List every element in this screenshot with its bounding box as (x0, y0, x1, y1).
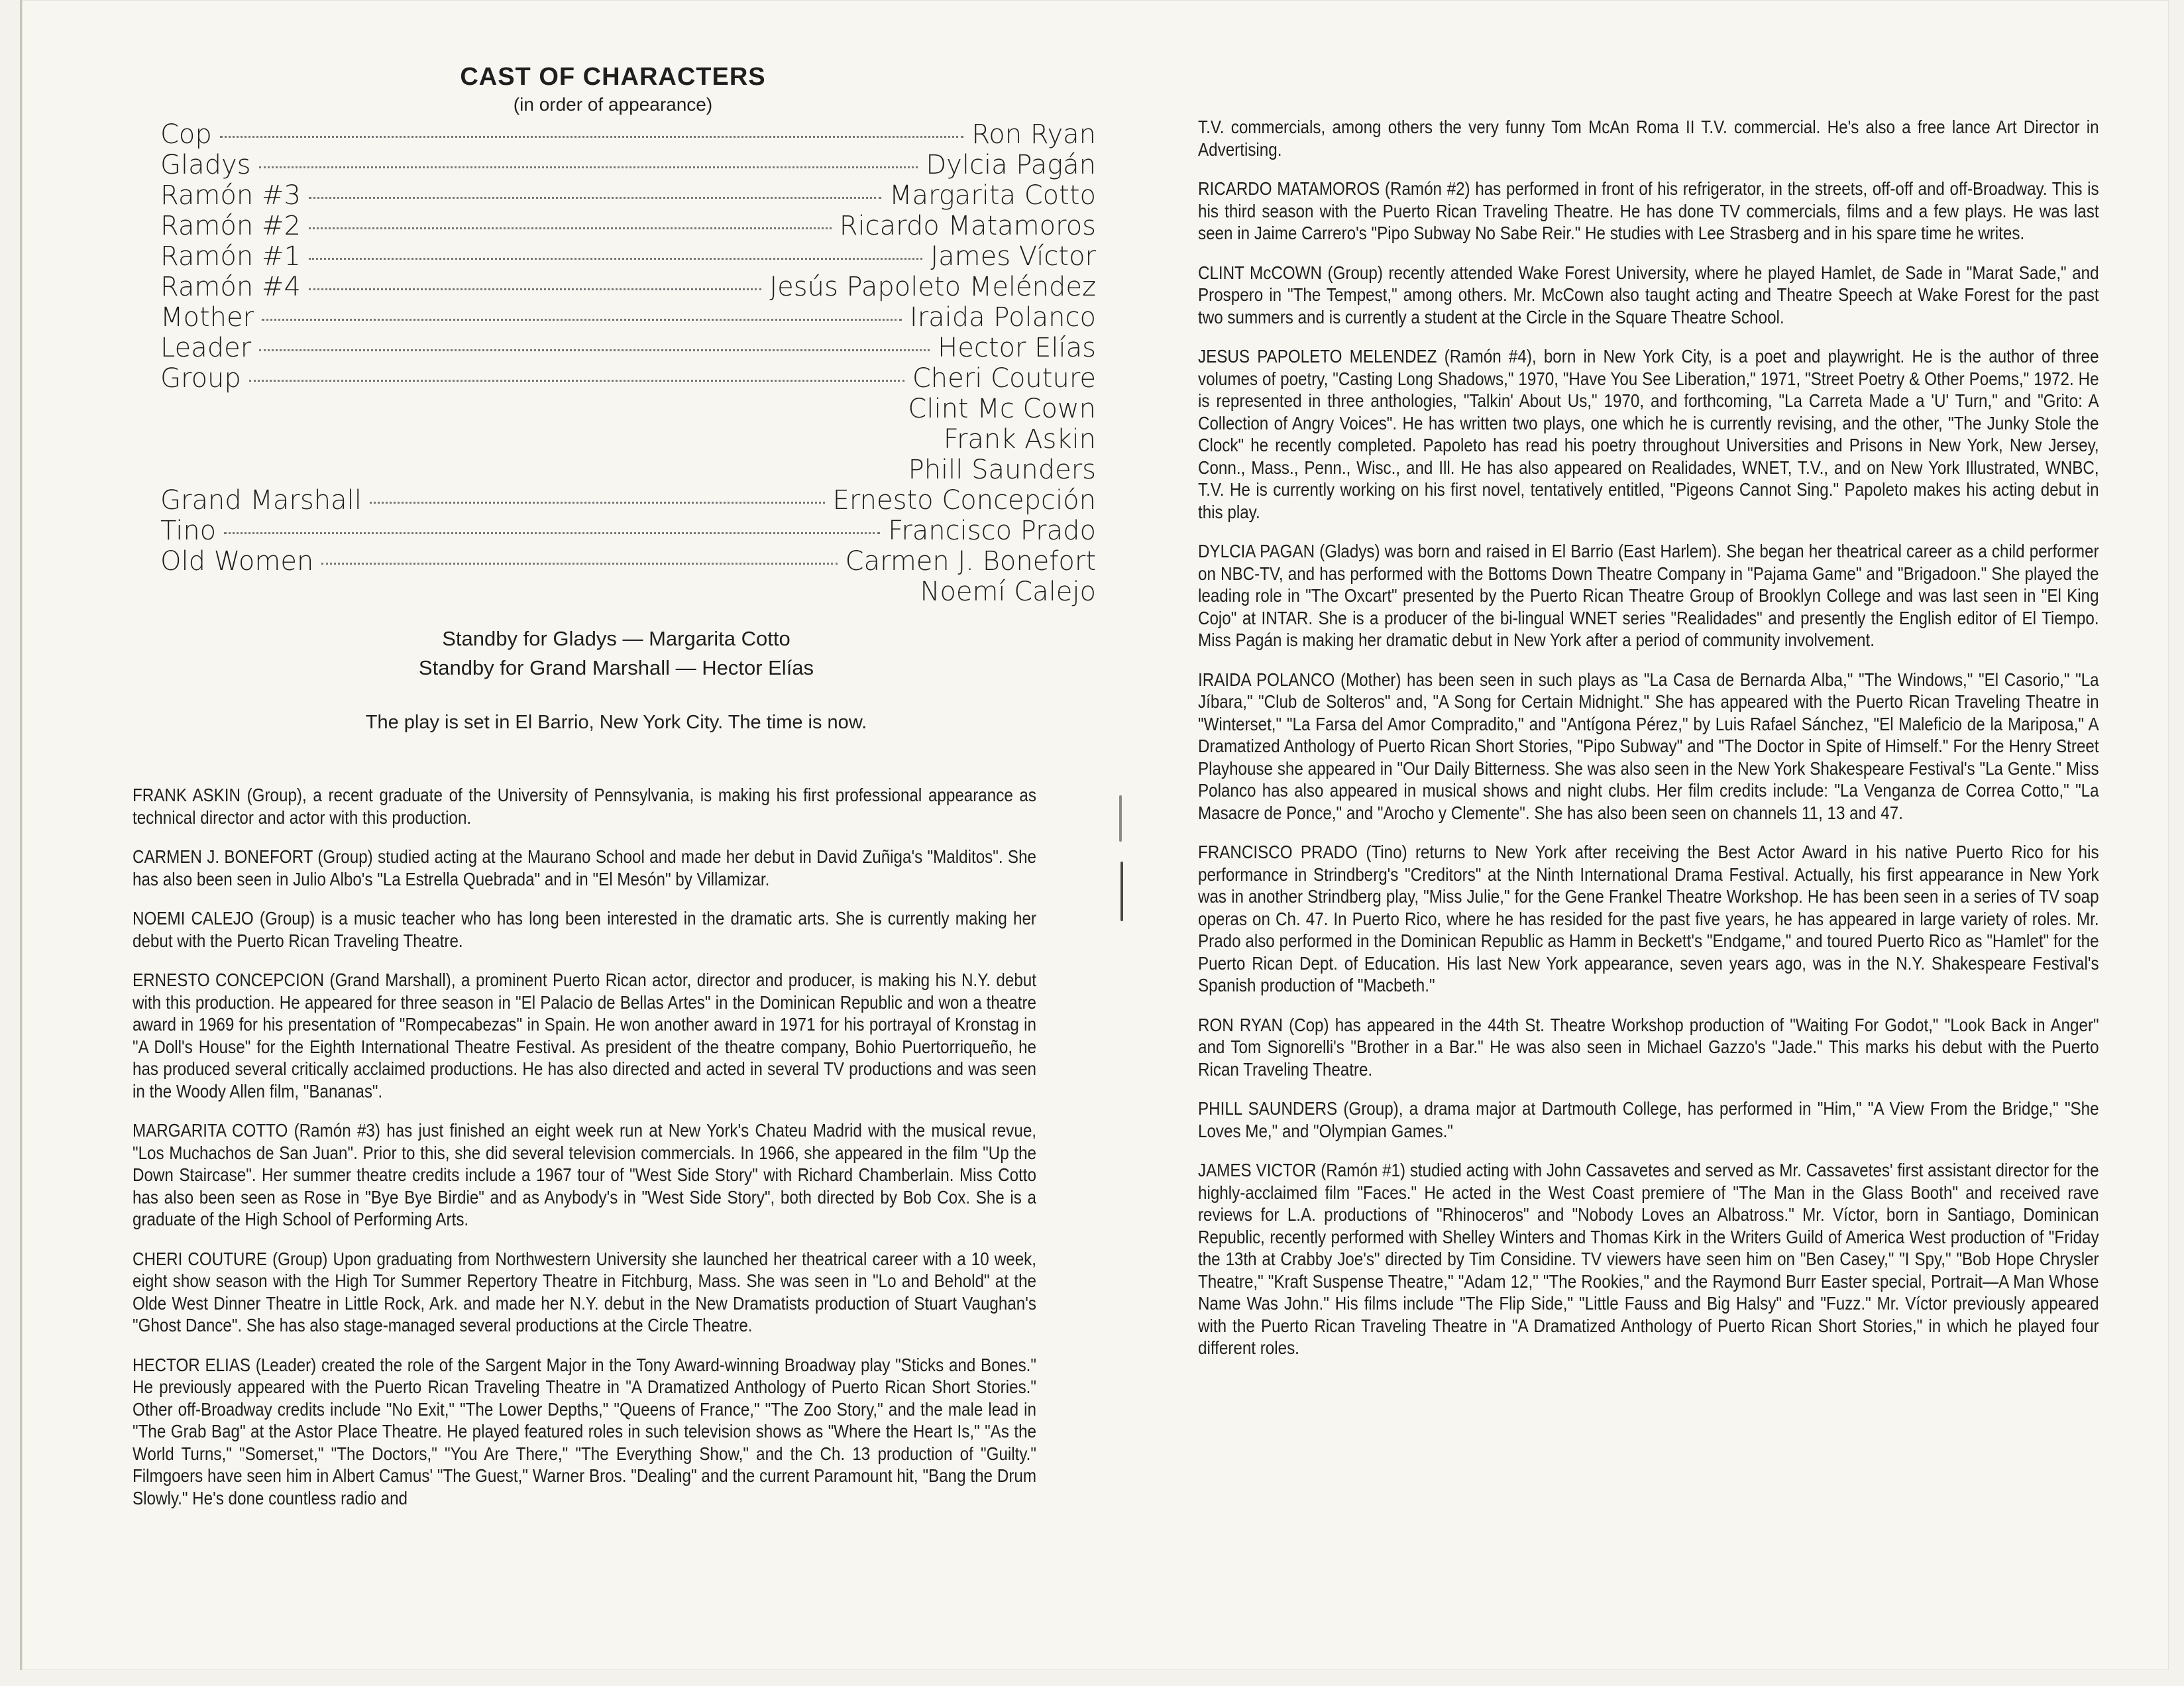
cast-row (160, 394, 1096, 424)
bio-paragraph: T.V. commercials, among others the very funny Tom McAn Roma II T.V. commercial. He's also a free lance Art Director in Advertising. (1198, 117, 2099, 160)
cast-actor: Ricardo Matamoros (839, 211, 1096, 241)
cast-actor: Frank Askin (943, 424, 1096, 455)
cast-row (160, 211, 1096, 241)
cast-role: Old Women (160, 546, 314, 577)
dot-leader (321, 563, 837, 565)
cast-role: Gladys (160, 150, 251, 180)
dot-leader (309, 258, 922, 260)
cast-row (160, 180, 1096, 211)
cast-row (160, 333, 1096, 363)
cast-actor: Phill Saunders (908, 455, 1096, 485)
cast-role: Ramón #4 (160, 272, 301, 302)
cast-title: CAST OF CHARACTERS (460, 63, 766, 91)
cast-subtitle: (in order of appearance) (513, 94, 713, 115)
cast-row (160, 516, 1096, 546)
staple-top (1119, 795, 1122, 842)
cast-row (160, 150, 1096, 180)
cast-actor: Clint Mc Cown (908, 394, 1096, 424)
cast-role: Ramón #2 (160, 211, 301, 241)
cast-row (160, 424, 1096, 455)
bio-paragraph: JESUS PAPOLETO MELENDEZ (Ramón #4), born in New York City, is a poet and playwright. He is the author of three volumes of poetry, "Casting Long Shadows," 1970, "Have You See Liberation," 1971, "Street Poetry & Other Poems," 1972. He is represented in three anthologies, "Talkin' About Us," 1970, and forthcoming, "La Carreta Made a 'U' Turn," and "Grito: A Collection of Angry Voices". He has written two plays, one which he is currently revising, and the other, "The Junky Stole the Clock" he recently completed. Papoleto has read his poetry throughout Universities and Prisons in New York, New Jersey, Conn., Mass., Penn., Wisc., and Ill. He has also appeared on Realidades, WNET, T.V., and on New York Illustrated, WNBC, T.V. He is currently working on his first novel, tentatively entitled, "Pigeons Cannot Sing." Papoleto makes his acting debut in this play. (1198, 346, 2099, 522)
left-column (133, 63, 1096, 1526)
standby-line: Standby for Grand Marshall — Hector Elías (418, 656, 814, 679)
bio-paragraph: CARMEN J. BONEFORT (Group) studied acting at the Maurano School and made her debut in David Zuñiga's "Malditos". She has also been seen in Julio Albo's "La Estrella Quebrada" and in "El Mesón" by Villamizar. (133, 846, 1036, 889)
bio-paragraph: PHILL SAUNDERS (Group), a drama major at Dartmouth College, has performed in "Him," "A View From the Bridge," "She Loves Me," and "Olympian Games." (1198, 1098, 2099, 1141)
right-column (1198, 116, 2099, 1377)
cast-actor: Margarita Cotto (889, 180, 1096, 211)
dot-leader (224, 532, 880, 534)
dot-leader (309, 227, 832, 229)
setting-note: The play is set in El Barrio, New York City. The time is now. (365, 712, 867, 733)
cast-row (160, 119, 1096, 150)
cast-actor: Ron Ryan (971, 119, 1096, 150)
cast-actor: Iraida Polanco (909, 302, 1096, 333)
cast-row (160, 302, 1096, 333)
bio-paragraph: HECTOR ELIAS (Leader) created the role of the Sargent Major in the Tony Award-winning Broadway play "Sticks and Bones." He previously appeared with the Puerto Rican Traveling Theatre in "A Dramatized Anthology of Puerto Rican Short Stories." Other off-Broadway credits include "No Exit," "The Lower Depths," "Queens of France," "The Zoo Story," and the male lead in "The Grab Bag" at the Astor Place Theatre. He played featured roles in such television shows as "Where the Heart Is," "As the World Turns," "Somerset," "The Doctors," "You Are There," "The Everything Show," and the Ch. 13 production of "Guilty." Filmgoers have seen him in Albert Camus' "The Guest," Warner Bros. "Dealing" and the current Paramount hit, "Bang the Drum Slowly." He's done countless radio and (133, 1354, 1036, 1508)
cast-actor: Francisco Prado (888, 516, 1096, 546)
bio-paragraph: RICARDO MATAMOROS (Ramón #2) has performed in front of his refrigerator, in the streets, off-off and off-Broadway. This is his third season with the Puerto Rican Traveling Theatre. He has done TV commercials, films and a few plays. He was last seen in Jaime Carrero's "Pipo Subway No Sabe Reir." He studies with Lee Strasberg and in his spare time he writes. (1198, 178, 2099, 243)
dot-leader (309, 288, 761, 290)
bio-paragraph: CHERI COUTURE (Group) Upon graduating from Northwestern University she launched her theatrical career with a 10 week, eight show season with the High Tor Summer Repertory Theatre in Fitchburg, Mass. She was seen in "Lo and Behold" at the Olde West Dinner Theatre in Little Rock, Ark. and made her N.Y. debut in the New Dramatists production of Stuart Vaughan's "Ghost Dance". She has also stage-managed several productions at the Circle Theatre. (133, 1248, 1036, 1335)
cast-actor: James Víctor (930, 241, 1096, 272)
cast-row (160, 272, 1096, 302)
standby-line: Standby for Gladys — Margarita Cotto (442, 627, 791, 650)
cast-actor: Noemí Calejo (920, 577, 1096, 607)
bio-paragraph: JAMES VICTOR (Ramón #1) studied acting with John Cassavetes and served as Mr. Cassavetes' first assistant director for the highly-acclaimed film "Faces." He acted in the West Coast premiere of "The Man in the Glass Booth" and received rave reviews for L.A. productions of "Rhinoceros" and "Nobody Loves an Albatross." Mr. Víctor, born in Santiago, Dominican Republic, recently performed with Shelley Winters and Thomas Kirk in the Writers Guild of America West production of "Friday the 13th at Crabby Joe's" directed by Tim Considine. TV viewers have seen him on "Ben Casey," "I Spy," "Bob Hope Chrysler Theatre," "Kraft Suspense Theatre," "Adam 12," "The Rookies," and the Raymond Burr Easter special, Portrait—A Man Whose Name Was John." His films include "The Flip Side," "Little Fauss and Big Halsy" and "Fuzz." Mr. Víctor previously appeared with the Puerto Rican Traveling Theatre in "A Dramatized Anthology of Puerto Rican Short Stories," in which he played four different roles. (1198, 1160, 2099, 1358)
bio-paragraph: ERNESTO CONCEPCION (Grand Marshall), a prominent Puerto Rican actor, director and producer, is making his N.Y. debut with this production. He appeared for three season in "El Palacio de Bellas Artes" in the Dominican Republic and won a theatre award in 1969 for his presentation of "Rompecabezas" in Spain. He won another award in 1971 for his portrayal of Kronstag in "A Doll's House" for the Eighth International Theatre Festival. As president of the theatre company, Bohio Puertorriqueño, he has produced several critically acclaimed productions. He has also directed and acted in several TV productions and was seen in the Woody Allen film, "Bananas". (133, 970, 1036, 1101)
cast-actor: Jesús Papoleto Meléndez (769, 272, 1096, 302)
dot-leader (249, 380, 904, 382)
cast-role: Leader (160, 333, 252, 363)
cast-actor: Carmen J. Bonefort (845, 546, 1096, 577)
standby-notes (133, 624, 1100, 683)
cast-role: Cop (160, 119, 212, 150)
cast-role: Mother (160, 302, 254, 333)
cast-role: Ramón #3 (160, 180, 301, 211)
bio-paragraph: DYLCIA PAGAN (Gladys) was born and raised in El Barrio (East Harlem). She began her theatrical career as a child performer on NBC-TV, and has performed with the Bottoms Down Theatre Company in "Pajama Game" and "Brigadoon." She played the leading role in "The Oxcart" presented by the Puerto Rican Theatre Group of Brooklyn College and was last seen in "El King Cojo" at INTAR. She is a producer of the bi-lingual WNET series "Realidades" and presently the English editor of El Tiempo. Miss Pagán is making her dramatic debut in New York after a period of community involvement. (1198, 541, 2099, 650)
cast-actor: Ernesto Concepción (832, 485, 1096, 516)
dot-leader (262, 319, 902, 321)
bio-paragraph: CLINT McCOWN (Group) recently attended Wake Forest University, where he played Hamlet, de Sade in "Marat Sade," and Prospero in "The Tempest," among others. Mr. McCown also taught acting and Theatre Speech at Wake Forest for the past two summers and is currently a student at the Circle in the Square Theatre School. (1198, 262, 2099, 327)
cast-role: Group (160, 363, 241, 394)
dot-leader (220, 136, 964, 138)
dot-leader (259, 166, 918, 168)
bio-paragraph: IRAIDA POLANCO (Mother) has been seen in such plays as "La Casa de Bernarda Alba," "The Windows," "El Casorio," "La Jíbara," "Club de Solteros" and, "A Song for Certain Midnight." She has appeared with the Puerto Rican Traveling Theatre in "Winterset," "La Farsa del Amor Compradito," and "Antígona Pérez," by Luis Rafael Sánchez, "El Maleficio de la Mariposa," A Dramatized Anthology of Puerto Rican Short Stories, "Pipo Subway" and "The Doctor in Spite of Himself." For the Henry Street Playhouse she appeared in "Our Daily Bitterness. She was also seen in the New York Shakespeare Festival's "La Gente." Miss Polanco has also appeared in musical shows and night clubs. Her film credits include: "La Venganza de Correa Cotto," "La Masacre de Ponce," and "Arocho y Clemente". She has also been seen on channels 11, 13 and 47. (1198, 669, 2099, 823)
staple-marks (1119, 795, 1124, 921)
bios-left (133, 784, 1036, 1509)
cast-actor: Cheri Couture (912, 363, 1096, 394)
bio-paragraph: FRANK ASKIN (Group), a recent graduate of the University of Pennsylvania, is making his first professional appearance as technical director and actor with this production. (133, 785, 1036, 828)
bio-paragraph: RON RYAN (Cop) has appeared in the 44th St. Theatre Workshop production of "Waiting For Godot," "Look Back in Anger" and Tom Signorelli's "Brother in a Bar." He was also seen in Michael Gazzo's "Jade." This marks his debut with the Puerto Rican Traveling Theatre. (1198, 1014, 2099, 1080)
bio-paragraph: NOEMI CALEJO (Group) is a music teacher who has long been interested in the dramatic arts. She is currently making her debut with the Puerto Rican Traveling Theatre. (133, 908, 1036, 951)
cast-row (160, 577, 1096, 607)
bio-paragraph: FRANCISCO PRADO (Tino) returns to New York after receiving the Best Actor Award in his native Puerto Rico for his performance in Strindberg's "Creditors" at the Ninth International Drama Festival. Actually, his first appearance in New York was in another Strindberg play, "Miss Julie," for the Gene Frankel Theatre Workshop. He has been seen in a series of TV soap operas on Ch. 47. In Puerto Rico, where he has resided for the past five years, he has appeared in large variety of roles. Mr. Prado also performed in the Dominican Republic as Hamm in Beckett's "Endgame," and toured Puerto Rico as "Hamlet" for the Puerto Rican Dept. of Education. His last New York appearance, seven years ago, was in the N.Y. Shakespeare Festival's Spanish production of "Macbeth." (1198, 842, 2099, 995)
dot-leader (370, 502, 825, 504)
cast-role: Tino (160, 516, 217, 546)
dot-leader (309, 197, 881, 199)
cast-role: Ramón #1 (160, 241, 301, 272)
cast-actor: Dylcia Pagán (926, 150, 1096, 180)
cast-row (160, 546, 1096, 577)
cast-row (160, 455, 1096, 485)
staple-bottom (1120, 862, 1123, 921)
cast-row (160, 485, 1096, 516)
cast-row (160, 241, 1096, 272)
cast-role: Grand Marshall (160, 485, 362, 516)
cast-list (160, 119, 1096, 607)
cast-actor: Hector Elías (938, 333, 1096, 363)
cast-row (160, 363, 1096, 394)
bio-paragraph: MARGARITA COTTO (Ramón #3) has just finished an eight week run at New York's Chateu Madrid with the musical revue, "Los Muchachos de San Juan". Prior to this, she did several television commercials. In 1966, she appeared in the film "Up the Down Staircase". Her summer theatre credits include a 1967 tour of "West Side Story" with Richard Chamberlain. Miss Cotto has also been seen as Rose in "Bye Bye Birdie" and as Anybody's in "West Side Story", both directed by Bob Cox. She is a graduate of the High School of Performing Arts. (133, 1120, 1036, 1229)
dot-leader (259, 349, 930, 351)
